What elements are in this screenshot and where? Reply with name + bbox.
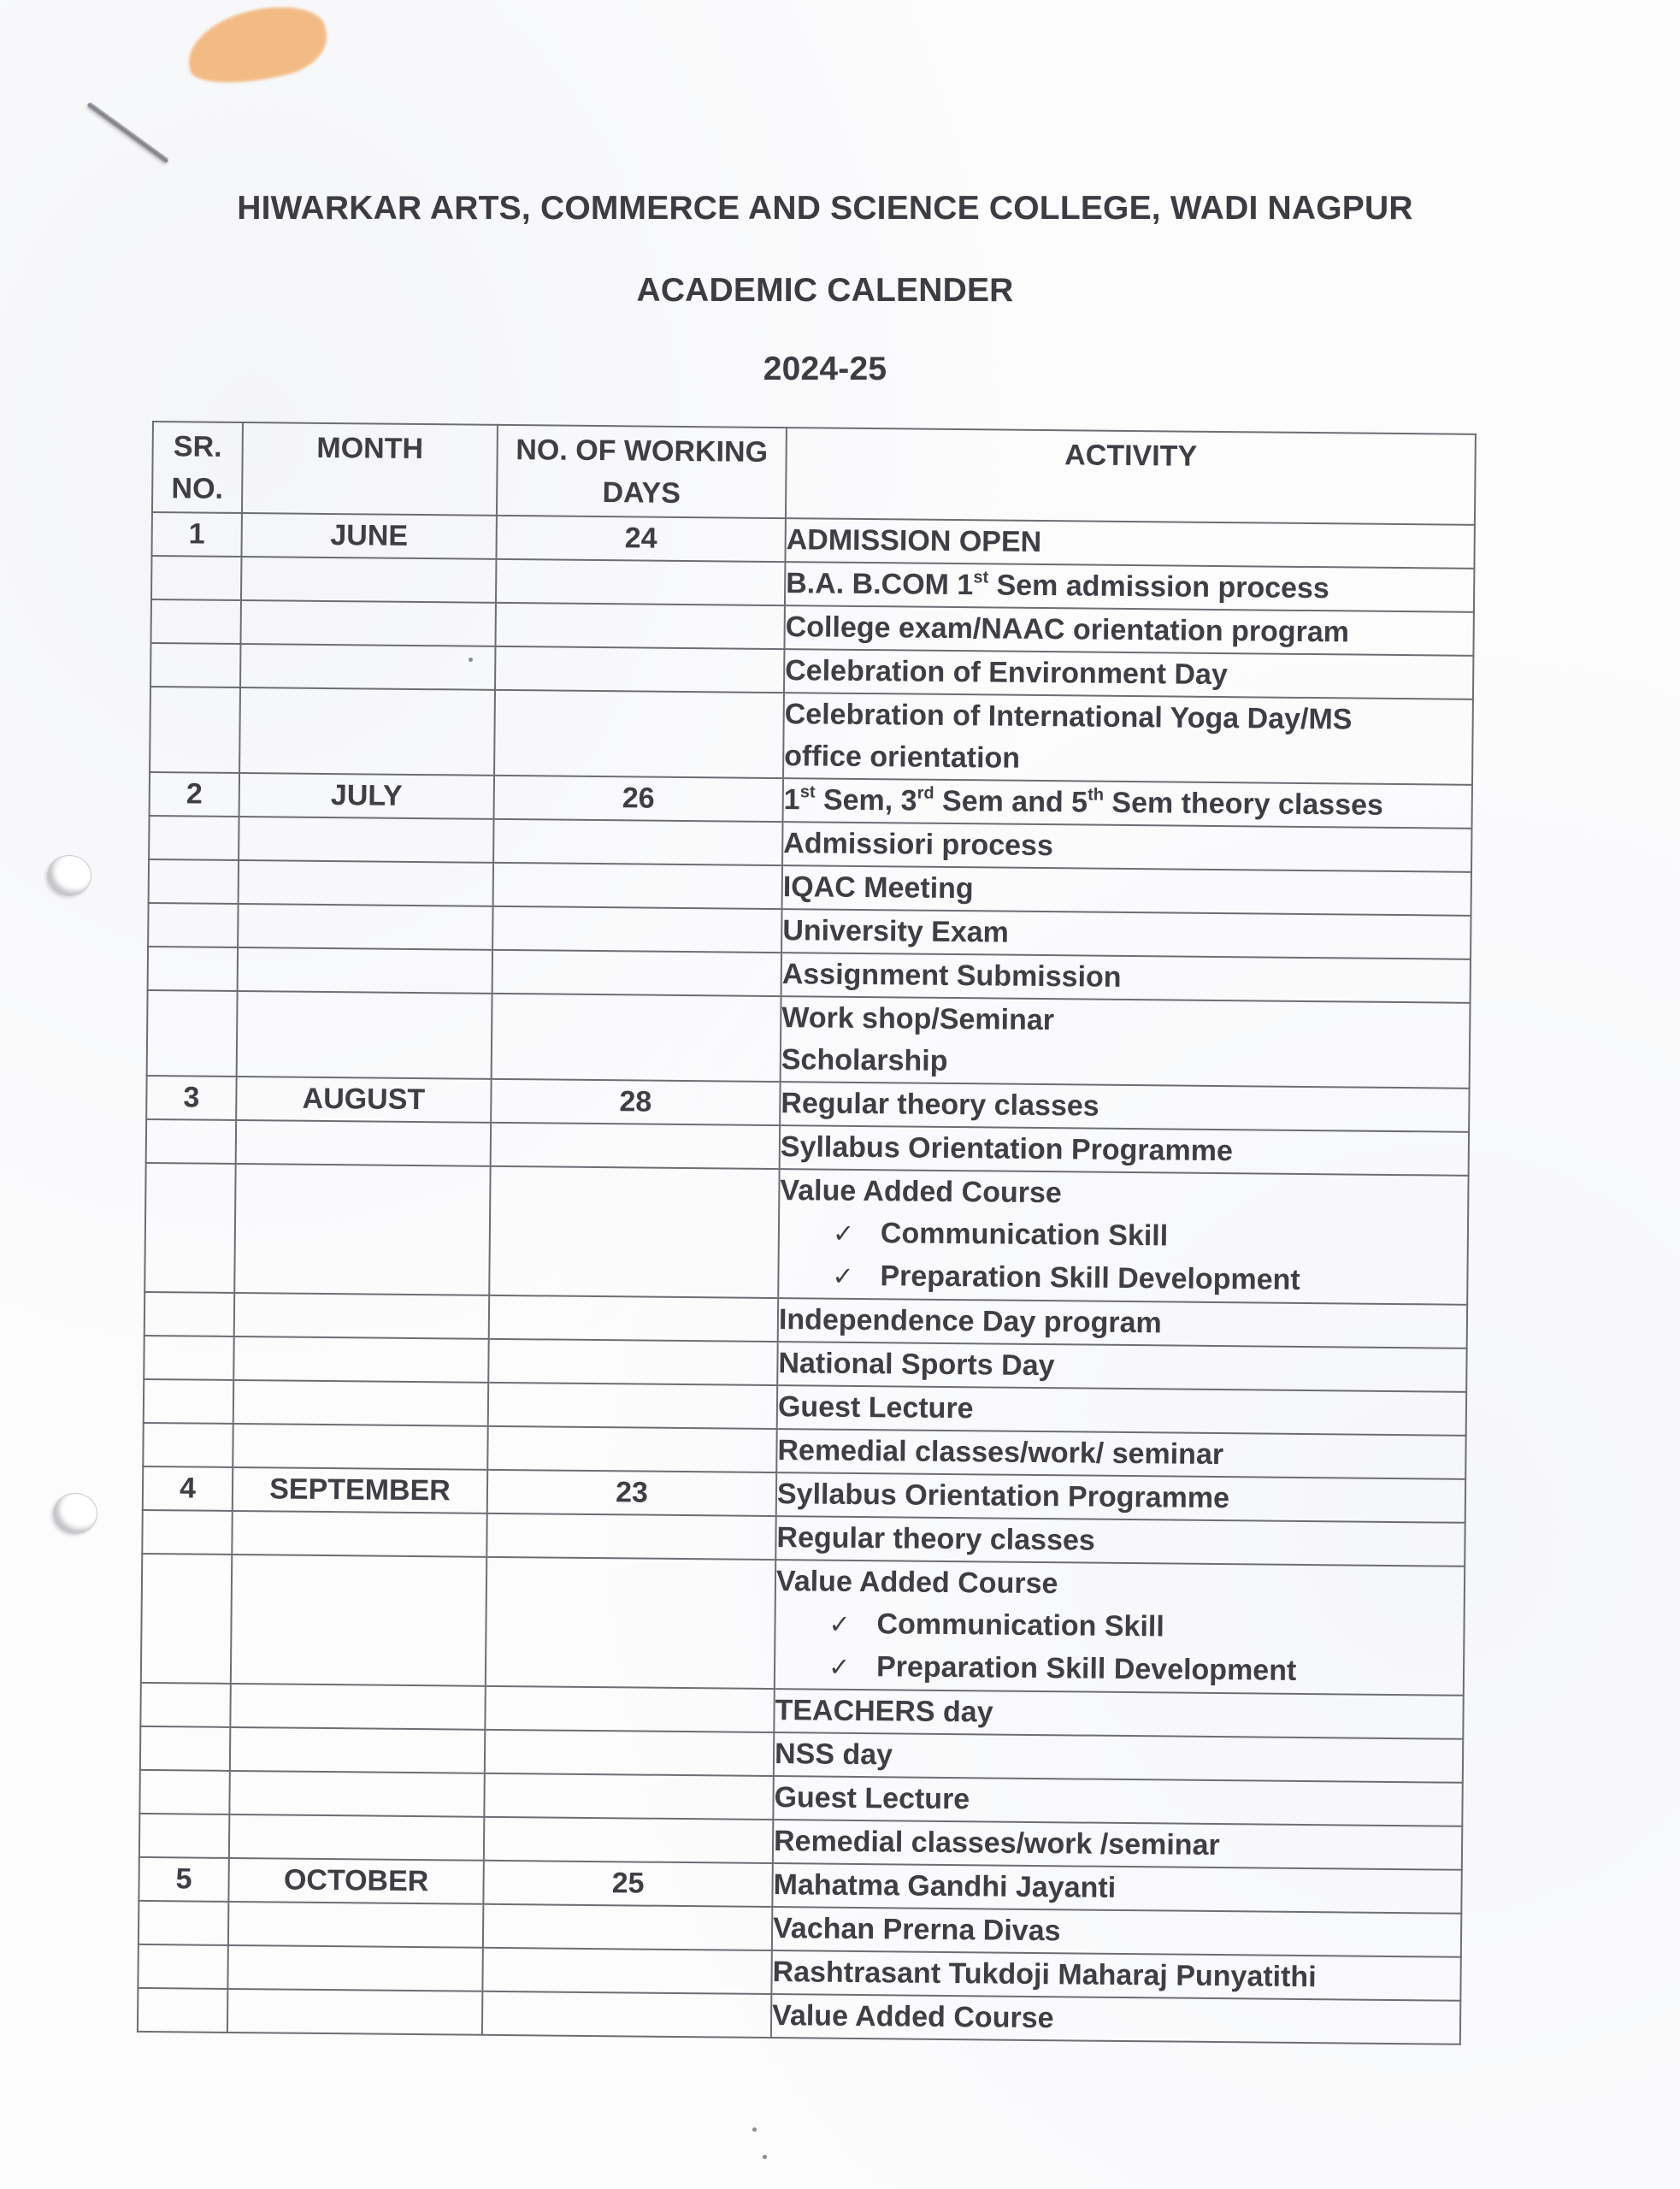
sr-no-cell xyxy=(151,556,241,600)
activity-cell xyxy=(780,1082,1469,1132)
month-cell xyxy=(239,687,495,776)
month-cell xyxy=(230,1684,485,1730)
sub-item-text: Communication Skill xyxy=(880,1217,1169,1253)
table-row xyxy=(141,1554,1465,1696)
activity-text: Value Added Course xyxy=(775,1565,1058,1601)
activity-text: IQAC Meeting xyxy=(782,870,974,906)
activity-sub-item xyxy=(779,1254,1466,1304)
staple-mark xyxy=(86,102,169,164)
sr-no-cell xyxy=(147,990,238,1077)
month-cell: JULY xyxy=(239,773,494,819)
activity-text: Regular theory classes xyxy=(781,1087,1099,1123)
month-cell xyxy=(240,644,495,690)
working-days-cell xyxy=(495,646,784,693)
checkmark-icon: ✓ xyxy=(832,1261,854,1292)
month-cell xyxy=(241,557,496,603)
sub-item-text: Preparation Skill Development xyxy=(875,1650,1297,1687)
academic-year: 2024-25 xyxy=(763,351,887,387)
sr-no-cell xyxy=(140,1726,230,1771)
activity-text: Remedial classes/work/ seminar xyxy=(777,1434,1224,1472)
month-cell xyxy=(227,1989,482,2035)
month-cell xyxy=(238,904,492,950)
scan-speck xyxy=(752,2127,757,2132)
ordinal-suffix: th xyxy=(1088,785,1105,805)
activity-cell xyxy=(781,996,1471,1089)
sr-no-cell xyxy=(146,1119,236,1164)
working-days-cell xyxy=(485,1730,774,1776)
table-row xyxy=(147,990,1471,1089)
working-days-cell xyxy=(482,1991,771,2038)
activity-cell xyxy=(777,1342,1466,1392)
month-cell xyxy=(237,991,492,1079)
month-cell xyxy=(240,600,495,646)
checkmark-icon: ✓ xyxy=(828,1652,851,1683)
activity-text: Syllabus Orientation Programme xyxy=(776,1478,1230,1515)
activity-cell xyxy=(776,1429,1465,1479)
activity-cell xyxy=(778,1169,1468,1305)
activity-cell xyxy=(773,1820,1462,1870)
college-name: HIWARKAR ARTS, COMMERCE AND SCIENCE COLLEGE, WADI NAGPUR xyxy=(237,190,1413,227)
month-cell xyxy=(239,817,493,863)
sr-no-cell xyxy=(141,1554,232,1684)
activity-text: Sem admission process xyxy=(987,569,1330,605)
working-days-cell xyxy=(496,559,785,605)
working-days-cell xyxy=(483,1904,772,1950)
header-activity: ACTIVITY xyxy=(786,428,1476,525)
sr-no-cell xyxy=(139,1814,229,1858)
working-days-cell xyxy=(494,690,784,778)
table-header-row xyxy=(152,422,1476,525)
activity-text: TEACHERS day xyxy=(775,1694,993,1729)
sr-no-cell xyxy=(148,947,238,991)
sr-no-cell xyxy=(151,599,241,644)
month-cell xyxy=(239,860,493,906)
sr-no-cell xyxy=(148,903,238,947)
activity-text: College exam/NAAC orientation program xyxy=(785,611,1350,649)
activity-cell xyxy=(785,562,1474,612)
punch-hole-icon xyxy=(47,855,91,896)
activity-text: ADMISSION OPEN xyxy=(786,523,1042,558)
sr-no-cell xyxy=(144,1336,233,1380)
working-days-cell xyxy=(482,1948,771,1994)
activity-text: Guest Lecture xyxy=(774,1781,970,1816)
sr-no-cell xyxy=(143,1423,233,1467)
sr-no-cell: 4 xyxy=(143,1466,233,1511)
activity-text: National Sports Day xyxy=(778,1347,1055,1383)
working-days-cell xyxy=(486,1557,775,1689)
working-days-cell: 25 xyxy=(483,1861,772,1907)
activity-text: B.A. B.COM 1 xyxy=(786,567,974,602)
sr-no-cell xyxy=(138,1988,227,2033)
checkmark-icon: ✓ xyxy=(832,1218,855,1249)
table-row xyxy=(144,1163,1468,1305)
working-days-cell xyxy=(493,863,782,909)
activity-text: Remedial classes/work /seminar xyxy=(773,1825,1220,1862)
working-days-cell: 23 xyxy=(487,1470,776,1516)
activity-cell xyxy=(777,1385,1466,1436)
activity-cell xyxy=(776,1472,1465,1523)
activity-text: Sem, 3 xyxy=(815,783,917,817)
activity-cell xyxy=(783,693,1473,785)
activity-sub-item xyxy=(780,1212,1467,1261)
month-cell xyxy=(229,1771,484,1817)
activity-cell xyxy=(782,865,1471,916)
sub-item-text: Preparation Skill Development xyxy=(880,1260,1300,1296)
activity-text: NSS day xyxy=(774,1738,893,1772)
activity-text: Guest Lecture xyxy=(777,1390,974,1425)
activity-cell xyxy=(780,1125,1469,1176)
activity-text: Syllabus Orientation Programme xyxy=(780,1130,1234,1168)
ordinal-suffix: st xyxy=(973,568,989,587)
ordinal-suffix: rd xyxy=(917,783,934,803)
header-sr-no: SR. NO. xyxy=(152,422,243,513)
activity-text: Vachan Prerna Divas xyxy=(772,1912,1061,1948)
month-cell xyxy=(231,1555,486,1686)
ordinal-suffix: st xyxy=(799,782,816,802)
activity-cell xyxy=(782,822,1471,872)
sub-item-text: Communication Skill xyxy=(876,1608,1164,1643)
month-cell xyxy=(233,1336,488,1383)
calendar-table-wrapper xyxy=(137,421,1475,2045)
activity-text-line: Work shop/Seminar xyxy=(781,1001,1055,1037)
month-cell xyxy=(233,1380,488,1426)
sr-no-cell: 2 xyxy=(150,772,239,817)
working-days-cell xyxy=(489,1295,778,1342)
sr-no-cell xyxy=(150,687,240,773)
activity-cell xyxy=(784,649,1473,699)
month-cell xyxy=(230,1727,485,1773)
header-working-days: NO. OF WORKING DAYS xyxy=(497,425,787,518)
sr-no-cell xyxy=(138,1944,227,1989)
working-days-cell xyxy=(487,1426,776,1472)
month-cell xyxy=(228,1902,483,1948)
calendar-body xyxy=(138,512,1475,2044)
working-days-cell xyxy=(492,906,781,953)
activity-cell xyxy=(774,1732,1463,1783)
sr-no-cell xyxy=(140,1683,230,1727)
activity-text: Admissiori process xyxy=(783,827,1054,863)
month-cell xyxy=(232,1511,486,1557)
activity-text: Mahatma Gandhi Jayanti xyxy=(773,1868,1117,1904)
header-month: MONTH xyxy=(242,422,498,516)
month-cell: AUGUST xyxy=(236,1077,491,1123)
activity-text: Sem theory classes xyxy=(1103,786,1384,822)
activity-cell xyxy=(778,1298,1467,1348)
activity-cell xyxy=(781,909,1471,959)
table-row xyxy=(150,687,1473,785)
working-days-cell xyxy=(495,603,784,649)
activity-text: Celebration of Environment Day xyxy=(785,654,1229,692)
sr-no-cell xyxy=(144,1292,234,1336)
activity-text-line: Scholarship xyxy=(781,1043,948,1077)
activity-text: Regular theory classes xyxy=(776,1521,1095,1557)
sr-no-cell: 5 xyxy=(139,1857,228,1902)
activity-cell xyxy=(775,1560,1465,1696)
activity-text: Sem and 5 xyxy=(934,784,1088,819)
working-days-cell xyxy=(484,1773,773,1820)
activity-text: Value Added Course xyxy=(771,1999,1054,2035)
activity-sub-item xyxy=(775,1645,1463,1695)
sr-no-cell: 1 xyxy=(151,512,241,557)
sr-no-cell xyxy=(149,816,239,860)
activity-cell xyxy=(772,1907,1461,1957)
checkmark-icon: ✓ xyxy=(828,1609,851,1640)
working-days-cell xyxy=(486,1513,775,1560)
working-days-cell xyxy=(485,1686,774,1732)
activity-text: Assignment Submission xyxy=(781,958,1122,994)
sr-no-cell xyxy=(149,859,239,904)
activity-cell xyxy=(785,518,1474,569)
orange-stain-mark xyxy=(180,0,333,94)
activity-text-line: Celebration of International Yoga Day/MS xyxy=(784,698,1353,736)
working-days-cell xyxy=(492,994,781,1082)
scan-speck xyxy=(763,2155,767,2159)
activity-text: Value Added Course xyxy=(780,1174,1062,1210)
sr-no-cell xyxy=(142,1510,232,1555)
activity-cell xyxy=(781,953,1471,1003)
month-cell xyxy=(234,1164,490,1295)
month-cell xyxy=(229,1814,484,1861)
month-cell: SEPTEMBER xyxy=(233,1467,487,1513)
working-days-cell: 26 xyxy=(494,776,783,822)
sr-no-cell xyxy=(144,1163,235,1293)
sr-no-cell xyxy=(139,1770,229,1814)
academic-calendar-table xyxy=(137,421,1477,2045)
activity-text: University Exam xyxy=(782,914,1010,949)
activity-text: 1 xyxy=(783,783,800,817)
activity-cell xyxy=(771,1950,1460,2001)
working-days-cell xyxy=(489,1166,779,1298)
month-cell xyxy=(238,947,492,994)
working-days-cell xyxy=(484,1817,773,1863)
activity-text: Independence Day program xyxy=(778,1303,1162,1340)
month-cell: OCTOBER xyxy=(228,1858,483,1904)
sr-no-cell xyxy=(144,1379,233,1424)
working-days-cell: 24 xyxy=(496,516,785,562)
activity-cell xyxy=(773,1776,1462,1826)
month-cell: JUNE xyxy=(241,513,496,559)
month-cell xyxy=(233,1424,487,1470)
activity-cell xyxy=(772,1863,1461,1914)
sr-no-cell xyxy=(150,643,240,687)
activity-cell xyxy=(775,1516,1465,1567)
working-days-cell xyxy=(493,819,782,865)
working-days-cell: 28 xyxy=(491,1079,780,1125)
document-title: ACADEMIC CALENDER xyxy=(636,272,1014,309)
month-cell xyxy=(234,1293,489,1339)
activity-text-line: office orientation xyxy=(784,740,1021,775)
activity-cell xyxy=(771,1994,1460,2044)
month-cell xyxy=(236,1120,491,1166)
punch-hole-icon xyxy=(53,1493,97,1534)
working-days-cell xyxy=(488,1383,777,1429)
sr-no-cell xyxy=(139,1901,228,1945)
activity-sub-item xyxy=(775,1602,1463,1652)
working-days-cell xyxy=(492,950,781,996)
activity-cell xyxy=(784,605,1473,656)
working-days-cell xyxy=(488,1339,777,1385)
activity-cell xyxy=(774,1689,1463,1739)
month-cell xyxy=(227,1945,482,1991)
scan-speck xyxy=(469,658,473,662)
working-days-cell xyxy=(491,1123,780,1169)
activity-cell xyxy=(783,778,1472,829)
activity-text: Rashtrasant Tukdoji Maharaj Punyatithi xyxy=(772,1956,1317,1994)
sr-no-cell: 3 xyxy=(146,1076,236,1120)
